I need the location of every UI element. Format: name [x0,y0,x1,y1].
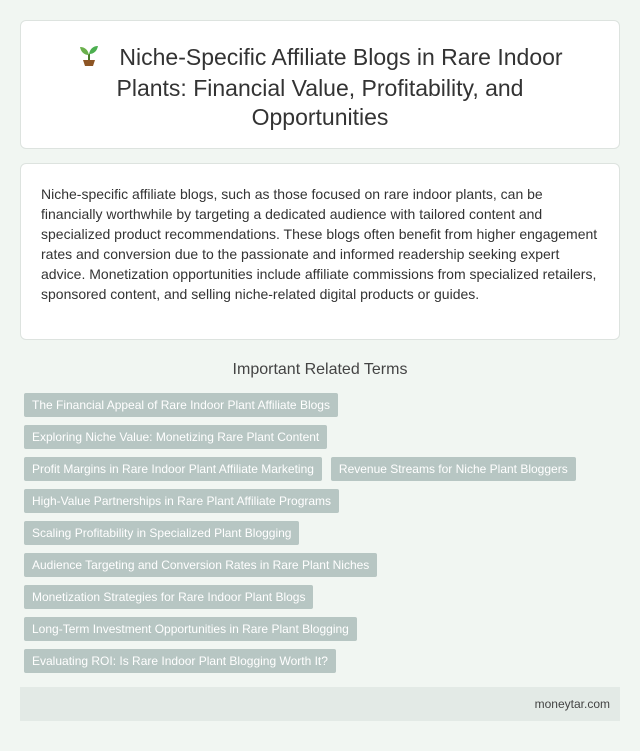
footer-site-link[interactable]: moneytar.com [534,697,610,711]
tag-row [24,617,620,641]
tag-row [24,649,620,673]
tag-row [24,521,620,545]
footer [20,687,620,721]
tag-row [24,553,620,577]
tag-row [24,457,620,481]
related-term-tag[interactable]: Revenue Streams for Niche Plant Bloggers [331,457,576,481]
related-terms-list [24,393,620,681]
tag-row [24,489,620,513]
summary-text: Niche-specific affiliate blogs, such as those focused on rare indoor plants, can be financially worthwhile by targeting a dedicated audience with tailored content and specialized product recommendations. These blogs often benefit from higher engagement rates and conversion due to the passionate and informed readership seeking expert advice. Monetization opportunities include affiliate commissions from specialized retailers, sponsored content, and selling niche-related digital products or guides. [41,186,598,302]
page-title [51,43,589,132]
summary-card [20,163,620,340]
tag-row [24,393,620,417]
related-term-tag[interactable]: Scaling Profitability in Specialized Plant Blogging [24,521,299,545]
related-term-tag[interactable]: Audience Targeting and Conversion Rates in Rare Plant Niches [24,553,377,577]
related-term-tag[interactable]: Profit Margins in Rare Indoor Plant Affiliate Marketing [24,457,322,481]
related-term-tag[interactable]: Exploring Niche Value: Monetizing Rare Plant Content [24,425,327,449]
related-term-tag[interactable]: The Financial Appeal of Rare Indoor Plant Affiliate Blogs [24,393,338,417]
related-term-tag[interactable]: Long-Term Investment Opportunities in Rare Plant Blogging [24,617,357,641]
tag-row [24,585,620,609]
related-terms-heading: Important Related Terms [232,361,408,378]
related-term-tag[interactable]: Monetization Strategies for Rare Indoor Plant Blogs [24,585,313,609]
tag-row [24,425,620,449]
sprout-icon [77,43,101,74]
related-term-tag[interactable]: High-Value Partnerships in Rare Plant Affiliate Programs [24,489,339,513]
page-title-text: Niche-Specific Affiliate Blogs in Rare Indoor Plants: Financial Value, Profitability, and Opportunities [116,44,563,130]
related-term-tag[interactable]: Evaluating ROI: Is Rare Indoor Plant Blogging Worth It? [24,649,336,673]
title-card [20,20,620,149]
